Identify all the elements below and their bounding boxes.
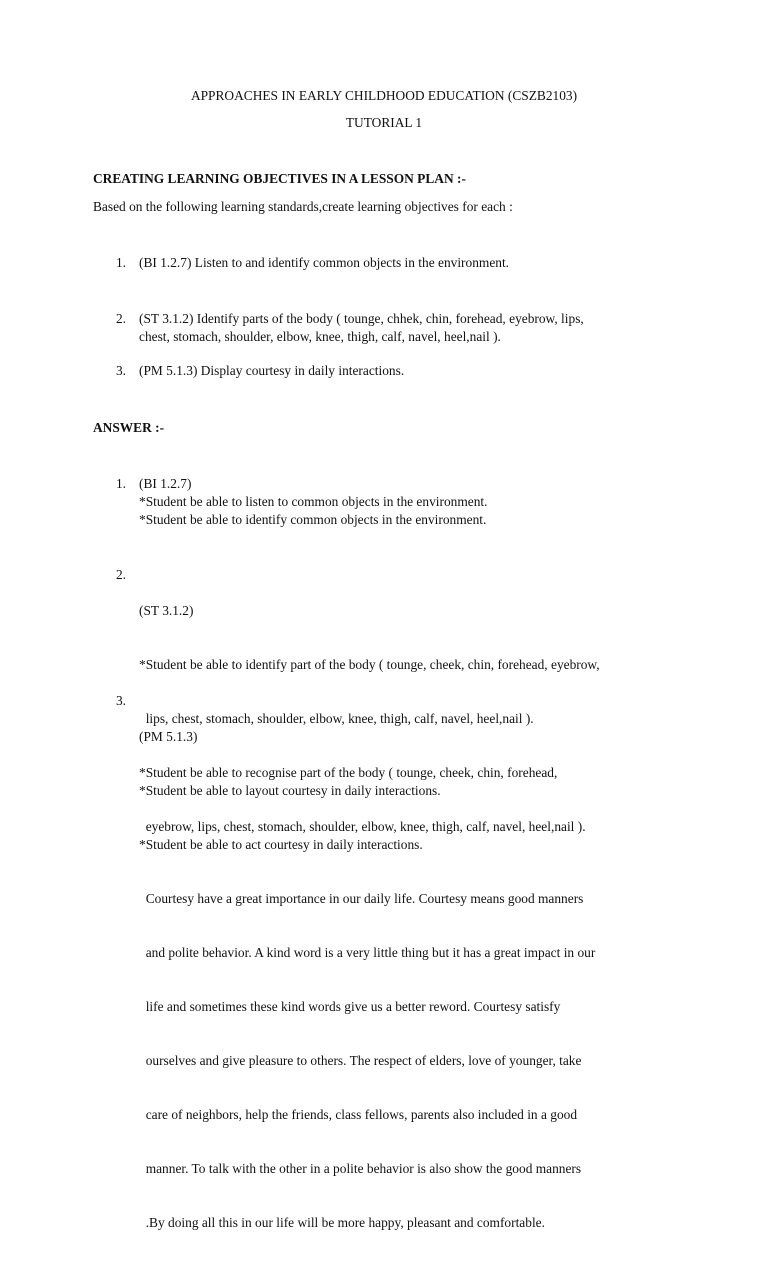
answer-line: Courtesy have a great importance in our daily life. Courtesy means good manners	[139, 891, 584, 906]
answer-number: 2.	[115, 567, 126, 582]
answer-line: and polite behavior. A kind word is a very little thing but it has a great impact in our	[139, 945, 596, 960]
answer-line: (PM 5.1.3)	[139, 729, 198, 744]
question-number: 2.	[115, 311, 126, 326]
answer-line: .By doing all this in our life will be more happy, pleasant and comfortable.	[139, 1215, 545, 1230]
question-text	[139, 362, 404, 380]
question-number: 3.	[115, 363, 126, 378]
question-line: (BI 1.2.7) Listen to and identify common objects in the environment.	[139, 255, 510, 270]
tutorial-label: TUTORIAL 1	[345, 115, 423, 130]
answer-line: (BI 1.2.7)	[139, 476, 192, 491]
question-number: 1.	[115, 255, 126, 270]
answer-line: *Student be able to recognise part of the body ( tounge, cheek, chin, forehead,	[139, 765, 558, 780]
answer-line: (ST 3.1.2)	[139, 603, 194, 618]
answer-line: *Student be able to listen to common objects in the environment.	[139, 494, 488, 509]
question-line: chest, stomach, shoulder, elbow, knee, thigh, calf, navel, heel,nail ).	[139, 329, 501, 344]
answer-line: life and sometimes these kind words give us a better reword. Courtesy satisfy	[139, 999, 561, 1014]
answer-line: *Student be able to identify part of the body ( tounge, cheek, chin, forehead, eyebrow,	[139, 657, 600, 672]
answer-text	[139, 475, 487, 529]
question-line: (ST 3.1.2) Identify parts of the body ( tounge, chhek, chin, forehead, eyebrow, lips,	[139, 311, 584, 326]
course-title: APPROACHES IN EARLY CHILDHOOD EDUCATION (CSZB2103)	[190, 88, 578, 103]
section-intro: Based on the following learning standards,create learning objectives for each :	[93, 199, 513, 214]
answer-line: lips, chest, stomach, shoulder, elbow, knee, thigh, calf, navel, heel,nail ).	[139, 711, 534, 726]
answer-line: *Student be able to identify common objects in the environment.	[139, 512, 487, 527]
answer-heading: ANSWER :-	[93, 420, 165, 435]
section-heading: CREATING LEARNING OBJECTIVES IN A LESSON PLAN :-	[93, 171, 466, 186]
answer-number: 1.	[115, 476, 126, 491]
answer-line: *Student be able to act courtesy in daily interactions.	[139, 837, 423, 852]
answer-number: 3.	[115, 693, 126, 708]
answer-text	[139, 692, 595, 1268]
answer-line: eyebrow, lips, chest, stomach, shoulder, elbow, knee, thigh, calf, navel, heel,nail ).	[139, 819, 586, 834]
question-text	[139, 254, 509, 272]
question-text	[139, 310, 584, 346]
answer-line: *Student be able to layout courtesy in daily interactions.	[139, 783, 441, 798]
answer-line: manner. To talk with the other in a polite behavior is also show the good manners	[139, 1161, 582, 1176]
question-line: (PM 5.1.3) Display courtesy in daily interactions.	[139, 363, 405, 378]
answer-line: care of neighbors, help the friends, class fellows, parents also included in a good	[139, 1107, 578, 1122]
answer-line: ourselves and give pleasure to others. The respect of elders, love of younger, take	[139, 1053, 582, 1068]
